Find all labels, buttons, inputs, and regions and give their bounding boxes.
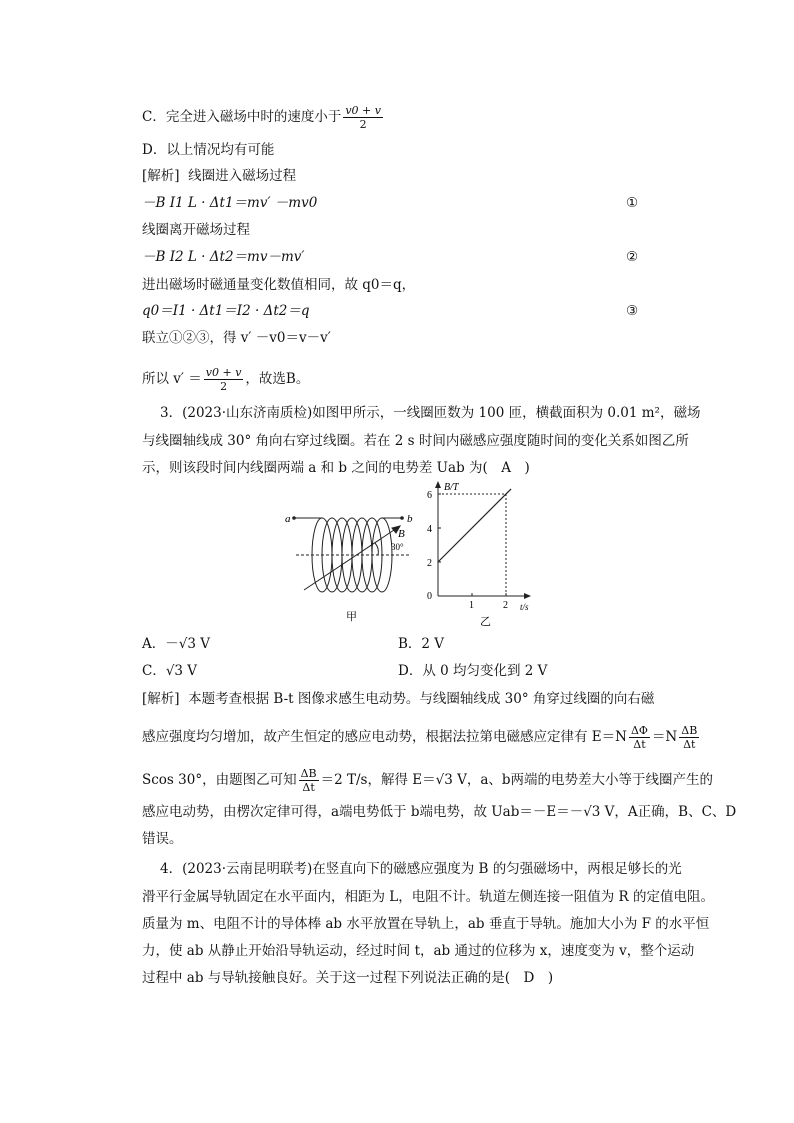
label-angle: 30°	[391, 542, 404, 552]
q2-equation-2-mark: ②	[626, 249, 639, 265]
q2-analysis-intro: [解析] 线圈进入磁场过程	[142, 168, 297, 184]
q2-equation-2: －B I2 L · Δt2＝mv－mv′	[142, 249, 305, 265]
q2-option-c-fraction: $\frac{v0 + v}{2}$	[345, 104, 381, 131]
q3-stem-line-2: 与线圈轴线成 30° 角向右穿过线圈。若在 2 s 时间内磁感应强度随时间的变化关系如图乙所	[142, 433, 689, 449]
label-b: b	[407, 513, 413, 525]
terminal-b	[400, 516, 404, 520]
y-tick-label: 2	[427, 558, 432, 569]
angle-arc	[375, 543, 378, 555]
q4-stem-line-5: 过程中 ab 与导轨接触良好。关于这一过程下列说法正确的是( D )	[142, 970, 554, 986]
q4-stem-line-3: 质量为 m、电阻不计的导体棒 ab 水平放置在导轨上，ab 垂直于导轨。施加大小为 F 的水平恒	[142, 916, 710, 932]
x-tick-label: 2	[503, 600, 508, 611]
q3-option-b: B．2 V	[398, 636, 445, 652]
field-line-b	[304, 526, 400, 590]
q2-option-c: C．完全进入磁场中时的速度小于 $\frac{v0 + v}{2}$	[142, 104, 381, 131]
q2-equation-1-mark: ①	[626, 195, 639, 211]
q3-stem-line-1: 3．(2023·山东济南质检)如图甲所示，一线圈匝数为 100 匝，横截面积为 0.01 m²，磁场	[160, 405, 701, 421]
bt-graph	[422, 478, 542, 628]
rate-fraction: $\frac{\Delta B}{\Delta t}$	[300, 767, 317, 794]
q2-combine-text: 联立①②③，得 v′ －v0＝v－v′	[142, 330, 331, 346]
y-axis-arrow-icon	[435, 481, 441, 488]
coil-figure	[282, 492, 422, 624]
q2-conclusion: 所以 v′ ＝ $\frac{v0 + v}{2}$ ，故选B。	[142, 366, 310, 393]
label-yi: 乙	[480, 615, 491, 628]
q3-stem-line-3: 示，则该段时间内线圈两端 a 和 b 之间的电势差 Uab 为( A )	[142, 460, 530, 476]
x-axis-arrow-icon	[524, 593, 531, 599]
q3-analysis-line-2: 感应强度均匀增加，故产生恒定的感应电动势，根据法拉第电磁感应定律有 E＝N $\frac{\Delta\Phi}{\Delta t}$ ＝N $\frac{\Delta B}{\Delta t}$	[142, 724, 698, 751]
faraday-fraction-phi: $\frac{\Delta\Phi}{\Delta t}$	[630, 724, 648, 751]
q3-analysis-line-3: Scos 30°，由题图乙可知 $\frac{\Delta B}{\Delta t}$ ＝2 T/s，解得 E＝√3 V，a、b两端的电势差大小等于线圈产生的	[142, 767, 714, 794]
data-line	[438, 489, 511, 562]
q2-equation-3-mark: ③	[626, 303, 639, 319]
label-jia: 甲	[346, 610, 357, 623]
q2-option-d: D．以上情况均有可能	[142, 142, 275, 158]
y-tick-label: 6	[427, 490, 432, 501]
q3-option-c: C．√3 V	[142, 663, 198, 679]
faraday-fraction-b: $\frac{\Delta B}{\Delta t}$	[681, 724, 698, 751]
y-tick-label: 4	[427, 524, 432, 535]
q3-analysis-line-5: 错误。	[142, 831, 183, 847]
x-axis-label: t/s	[520, 602, 529, 612]
q2-equation-3: q0＝I1 · Δt1＝I2 · Δt2＝q	[142, 303, 310, 319]
q2-equation-1: －B I1 L · Δt1＝mv′ －mv0	[142, 195, 318, 211]
terminal-a	[292, 516, 296, 520]
q4-stem-line-4: 力，使 ab 从静止开始沿导轨运动，经过时间 t，ab 通过的位移为 x，速度变为 v，整个运动	[142, 943, 695, 959]
q2-conclusion-fraction: $\frac{v0 + v}{2}$	[205, 366, 242, 393]
label-field-b: B	[398, 528, 405, 540]
q2-flux-text: 进出磁场时磁通量变化数值相同，故 q0＝q，	[142, 277, 416, 293]
q3-option-a: A．－√3 V	[142, 636, 210, 652]
label-a: a	[285, 513, 291, 525]
q4-stem-line-1: 4．(2023·云南昆明联考)在竖直向下的磁感应强度为 B 的匀强磁场中，两根足够长的光	[160, 861, 682, 877]
q3-option-d: D．从 0 均匀变化到 2 V	[398, 663, 548, 679]
q2-leaving-text: 线圈离开磁场过程	[142, 222, 250, 238]
q3-analysis-line-4: 感应电动势，由楞次定律可得，a端电势低于 b端电势，故 Uab＝－E＝－√3 V，A正确，B、C、D	[142, 804, 737, 820]
x-tick-label: 1	[469, 600, 474, 611]
y-axis-label: B/T	[444, 482, 459, 493]
q3-analysis-line-1: [解析] 本题考查根据 B-t 图像求感生电动势。与线圈轴线成 30° 角穿过线圈的向右磁	[142, 691, 655, 707]
q4-stem-line-2: 滑平行金属导轨固定在水平面内，相距为 L，电阻不计。轨道左侧连接一阻值为 R 的定值电阻。	[142, 889, 715, 905]
origin-label: 0	[427, 591, 432, 602]
